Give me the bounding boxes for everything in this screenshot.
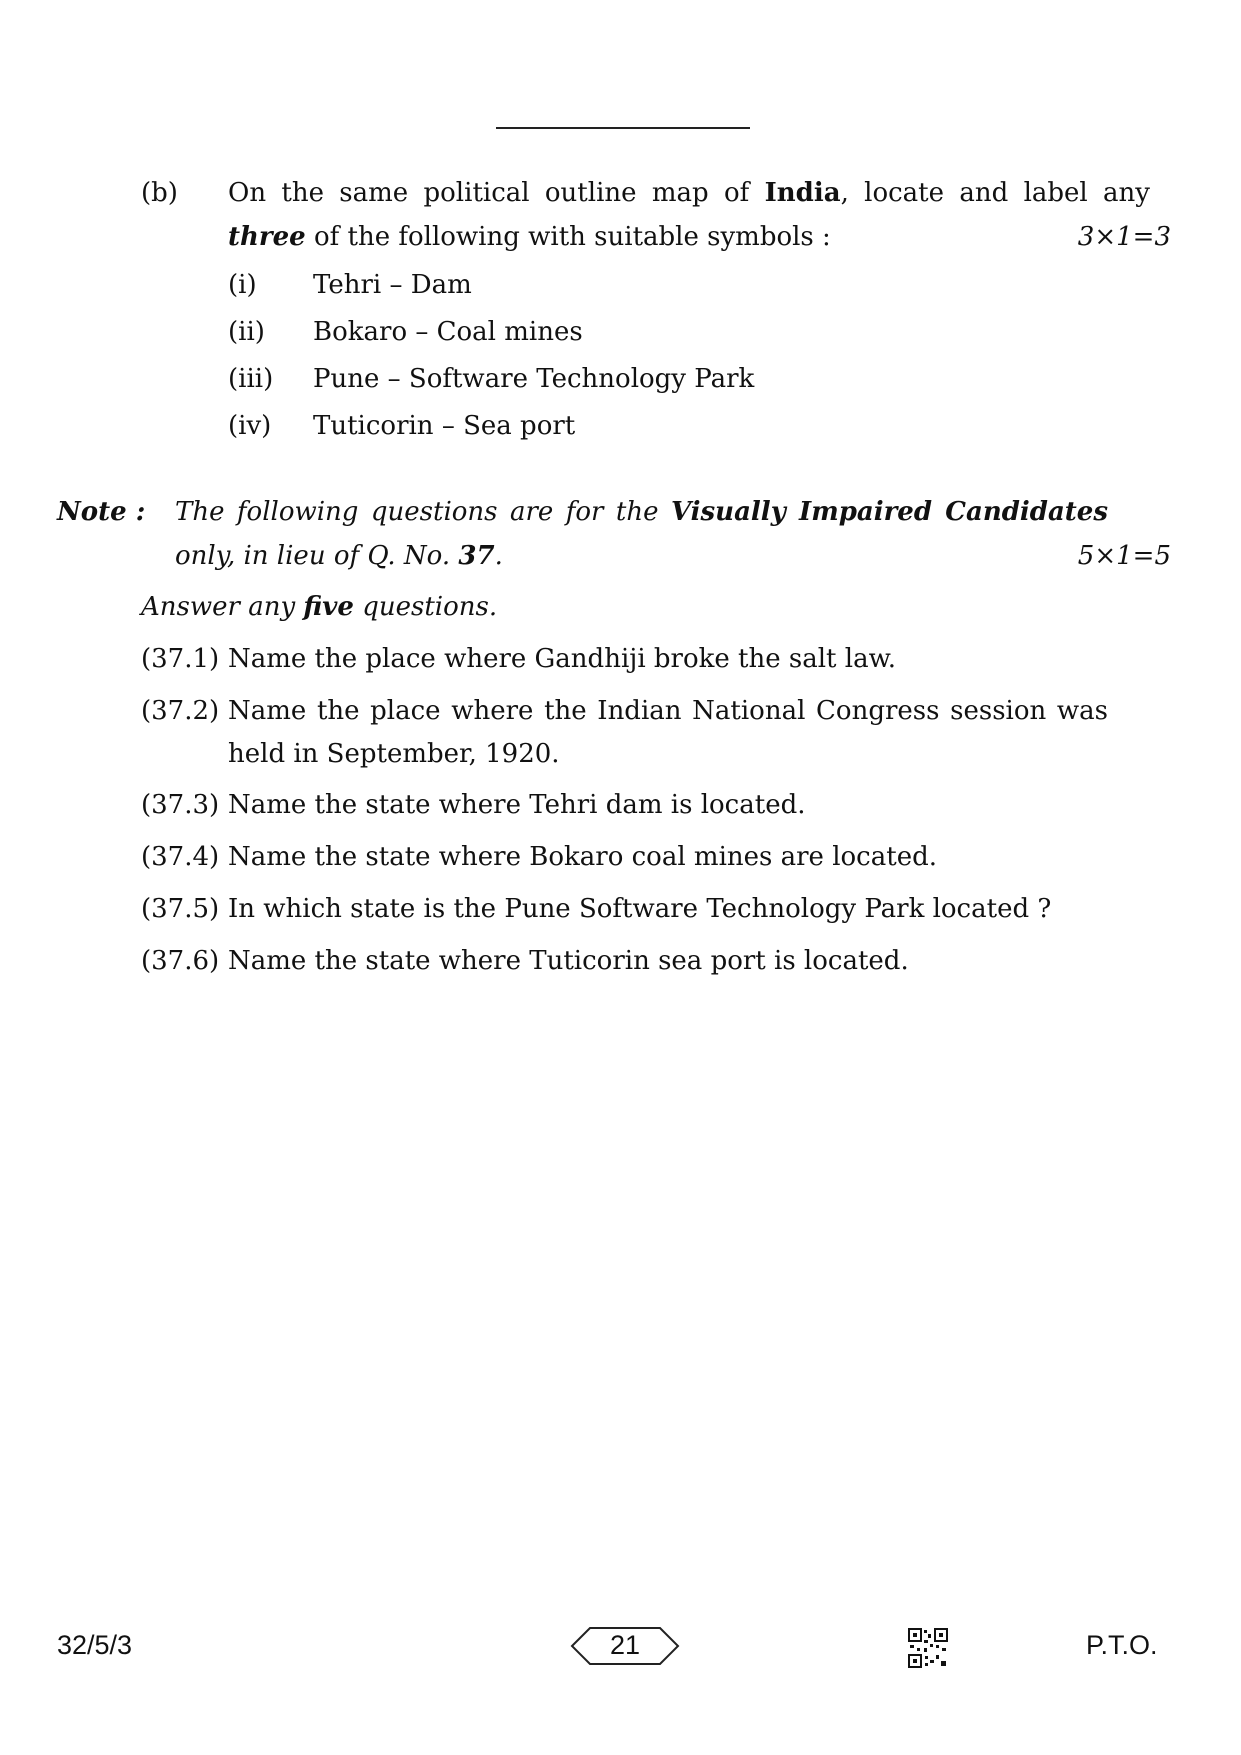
question-num: (37.6) bbox=[141, 946, 220, 976]
question-num: (37.5) bbox=[141, 894, 220, 924]
pto-label: P.T.O. bbox=[1086, 1630, 1158, 1660]
item-text: Tuticorin – Sea port bbox=[313, 411, 576, 441]
question-text: Name the state where Bokaro coal mines are located. bbox=[228, 842, 937, 872]
item-text: Pune – Software Technology Park bbox=[313, 364, 755, 394]
part-b-line1: On the same political outline map of India, locate and label any bbox=[228, 178, 1150, 208]
note-marks: 5×1=5 bbox=[1077, 541, 1171, 571]
item-text: Bokaro – Coal mines bbox=[313, 317, 583, 347]
question-text: Name the place where the Indian National Congress session was bbox=[228, 696, 1108, 726]
item-num: (i) bbox=[228, 270, 257, 300]
part-b-line2: three of the following with suitable symbols : bbox=[228, 222, 831, 252]
part-b-label: (b) bbox=[141, 178, 178, 208]
part-b-marks: 3×1=3 bbox=[1077, 222, 1171, 252]
note-label: Note : bbox=[57, 497, 146, 527]
paper-code: 32/5/3 bbox=[57, 1630, 133, 1660]
item-num: (ii) bbox=[228, 317, 265, 347]
answer-instruction: Answer any five questions. bbox=[141, 592, 498, 622]
item-num: (iv) bbox=[228, 411, 272, 441]
question-num: (37.3) bbox=[141, 790, 220, 820]
note-line1: The following questions are for the Visually Impaired Candidates bbox=[175, 497, 1108, 527]
item-text: Tehri – Dam bbox=[313, 270, 472, 300]
question-text-cont: held in September, 1920. bbox=[228, 739, 560, 769]
question-num: (37.4) bbox=[141, 842, 220, 872]
note-line2: only, in lieu of Q. No. 37. bbox=[175, 541, 503, 571]
question-text: Name the state where Tuticorin sea port is located. bbox=[228, 946, 909, 976]
question-text: Name the state where Tehri dam is located. bbox=[228, 790, 806, 820]
top-rule bbox=[496, 127, 750, 129]
question-num: (37.1) bbox=[141, 644, 220, 674]
question-text: In which state is the Pune Software Technology Park located ? bbox=[228, 894, 1052, 924]
page-number: 21 bbox=[609, 1630, 641, 1660]
question-num: (37.2) bbox=[141, 696, 220, 726]
item-num: (iii) bbox=[228, 364, 274, 394]
qr-code-icon bbox=[908, 1628, 948, 1668]
page-number-box bbox=[570, 1626, 680, 1666]
question-text: Name the place where Gandhiji broke the salt law. bbox=[228, 644, 897, 674]
